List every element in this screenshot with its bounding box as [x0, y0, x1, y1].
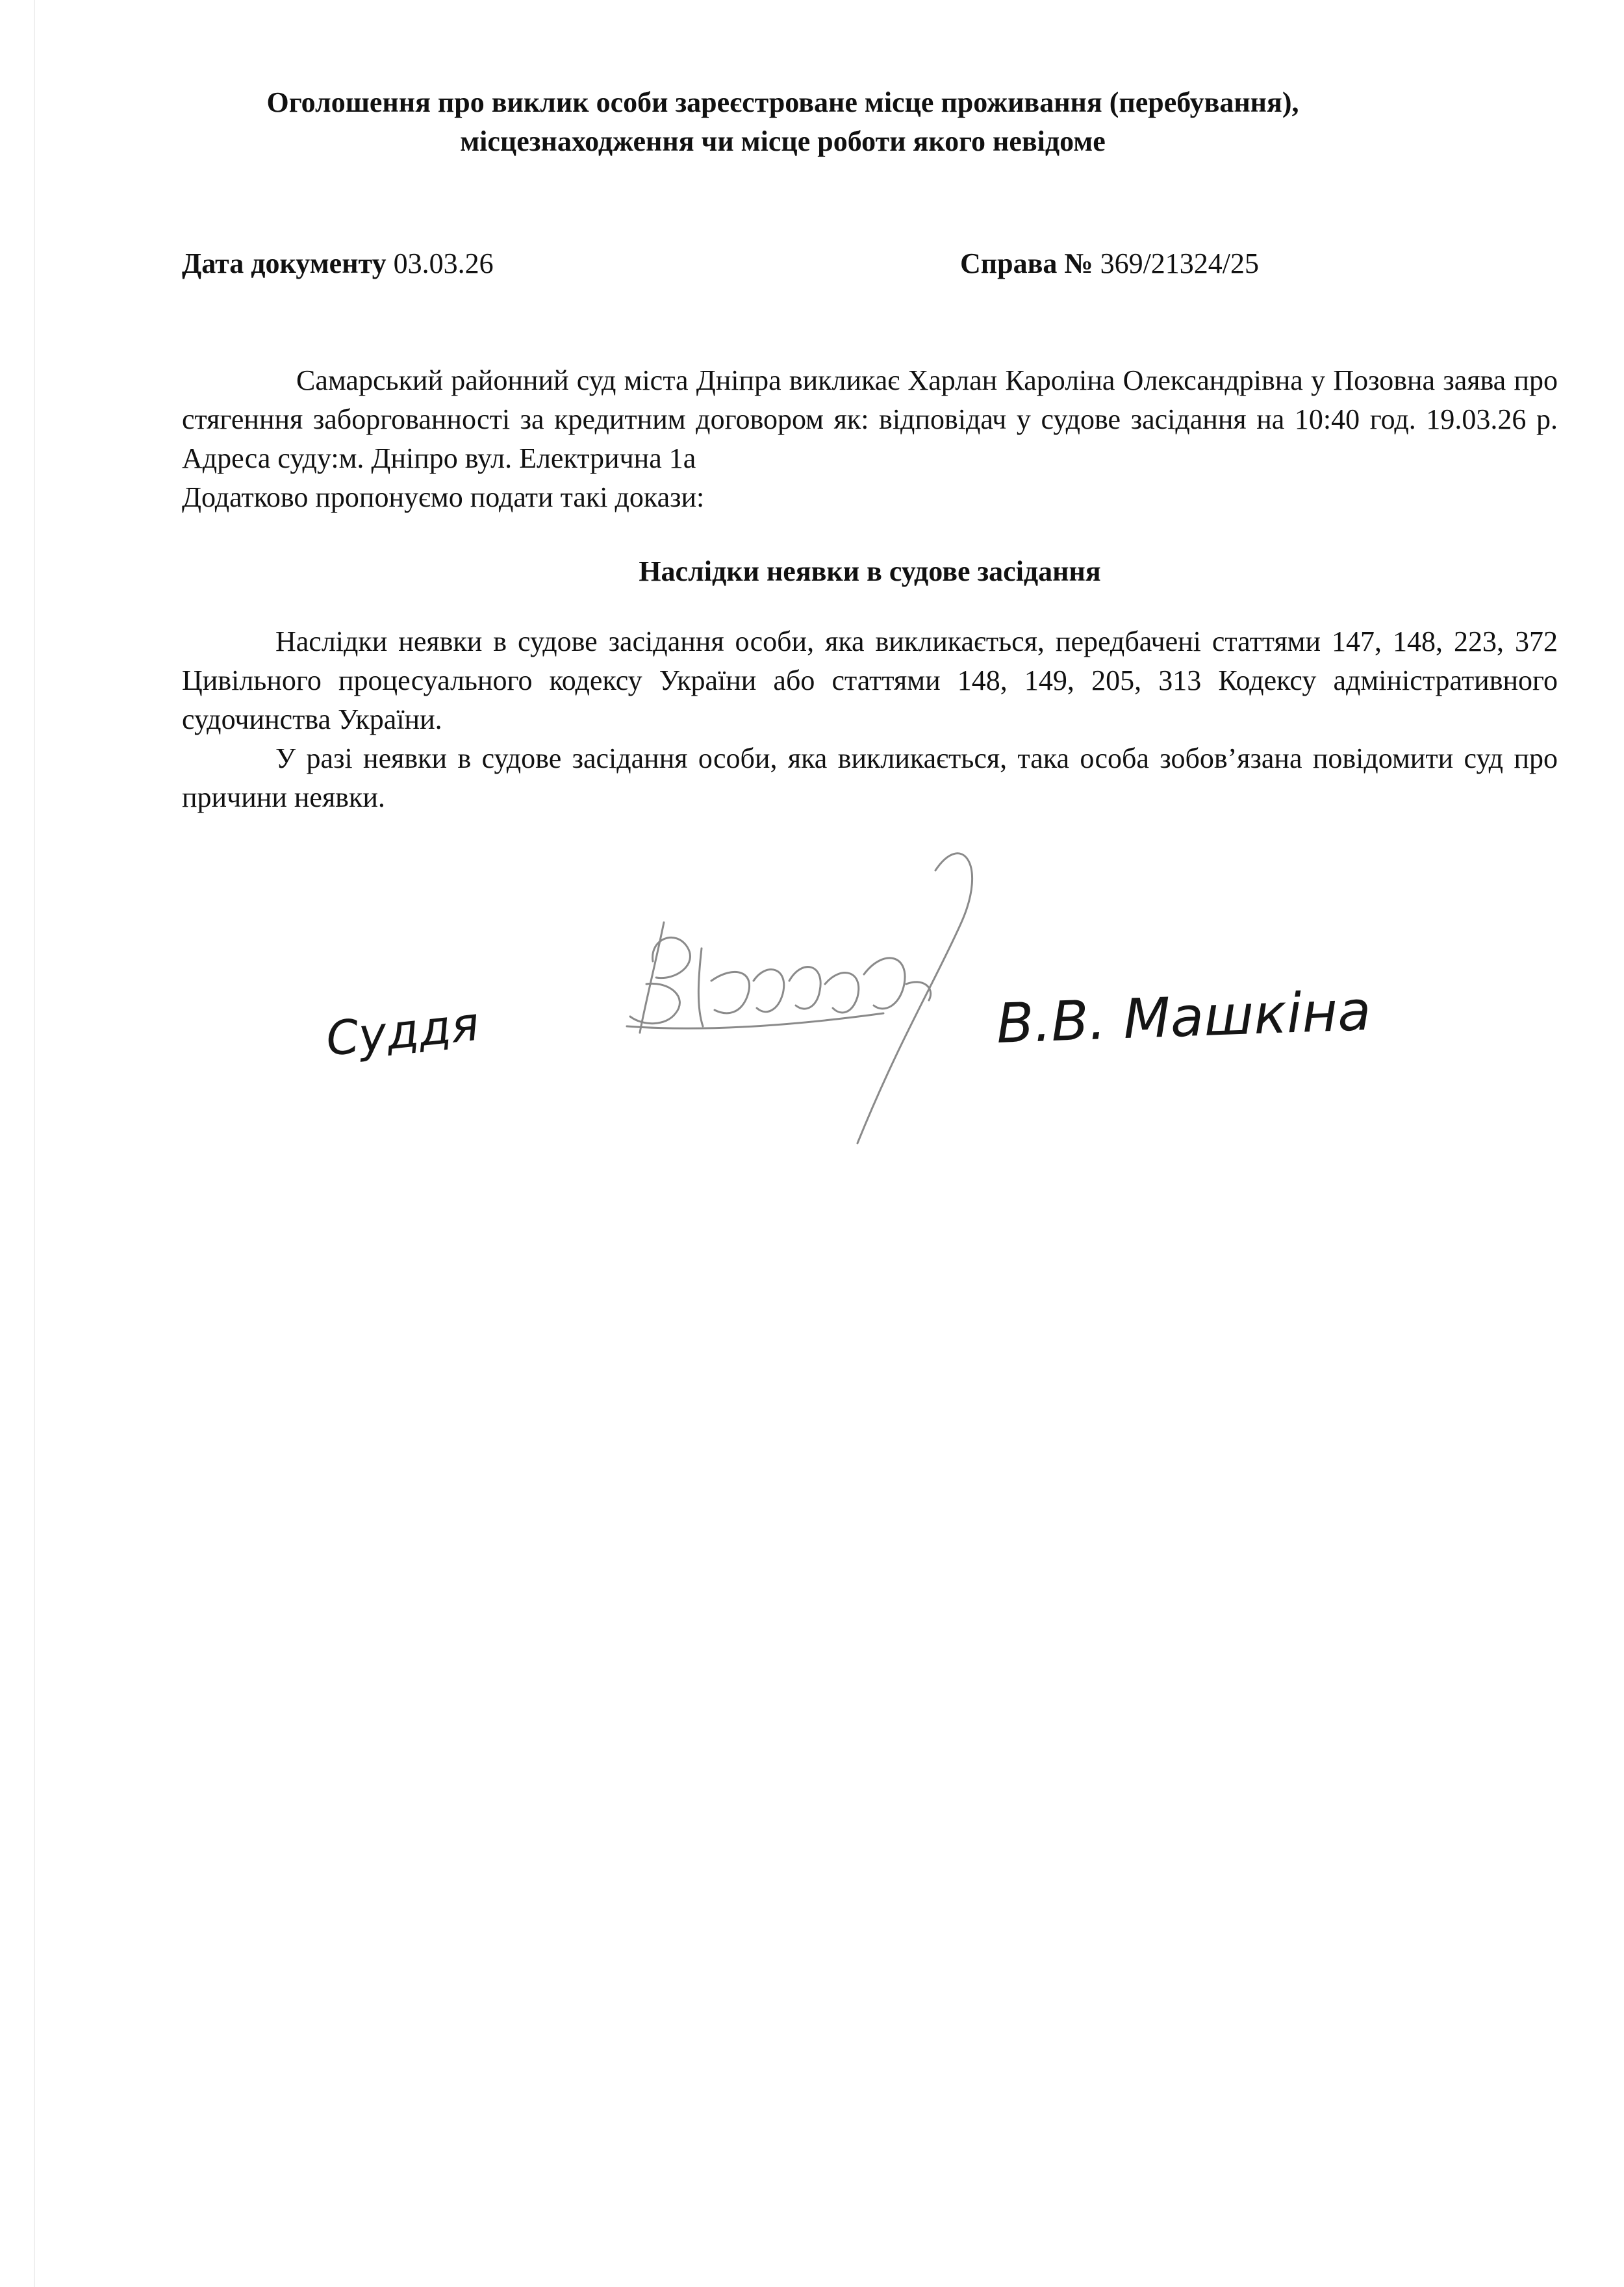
evidence-line: Додатково пропонуємо подати такі докази:: [182, 481, 705, 513]
case-number-label: Справа №: [960, 247, 1093, 279]
consequences-heading: Наслідки неявки в судове засідання: [639, 555, 1101, 587]
consequences-section: [182, 622, 1558, 817]
document-title: [182, 83, 1384, 161]
title-line-2: місцезнаходження чи місце роботи якого невідоме: [460, 125, 1106, 157]
handwritten-signature: [627, 853, 972, 1143]
title-line-1: Оголошення про виклик особи зареєстроване місце проживання (перебування),: [266, 86, 1299, 118]
judge-label: Суддя: [323, 996, 482, 1067]
document-date-value: 03.03.26: [393, 247, 494, 279]
signature-graphics: [0, 818, 1624, 1156]
document-date-label: Дата документу: [182, 247, 387, 279]
case-number: [960, 244, 1259, 283]
consequences-paragraph-2: У разі неявки в судове засідання особи, яка викликається, така особа зобов’язана повідомити суд про причини неявки.: [182, 742, 1558, 813]
case-number-value: 369/21324/25: [1100, 247, 1260, 279]
summons-paragraph: Самарський районний суд міста Дніпра викликає Харлан Кароліна Олександрівна у Позовна заява про стягенння заборгованності за кредитним договором як: відповідач у судове засідання на 10:40 год. 19.03.26 р. Адреса суду:м. Дніпро вул. Електрична 1а: [182, 364, 1558, 474]
signature-block: [0, 818, 1624, 1156]
consequences-paragraph-1: Наслідки неявки в судове засідання особи, яка викликається, передбачені статтями 147, 148, 223, 372 Цивільного процесуального кодексу України або статтями 148, 149, 205, 313 Кодексу адміністративного судочинства України.: [182, 625, 1558, 735]
summons-section: [182, 361, 1558, 517]
document-date: [182, 244, 494, 283]
judge-name: В.В. Машкіна: [995, 978, 1372, 1055]
